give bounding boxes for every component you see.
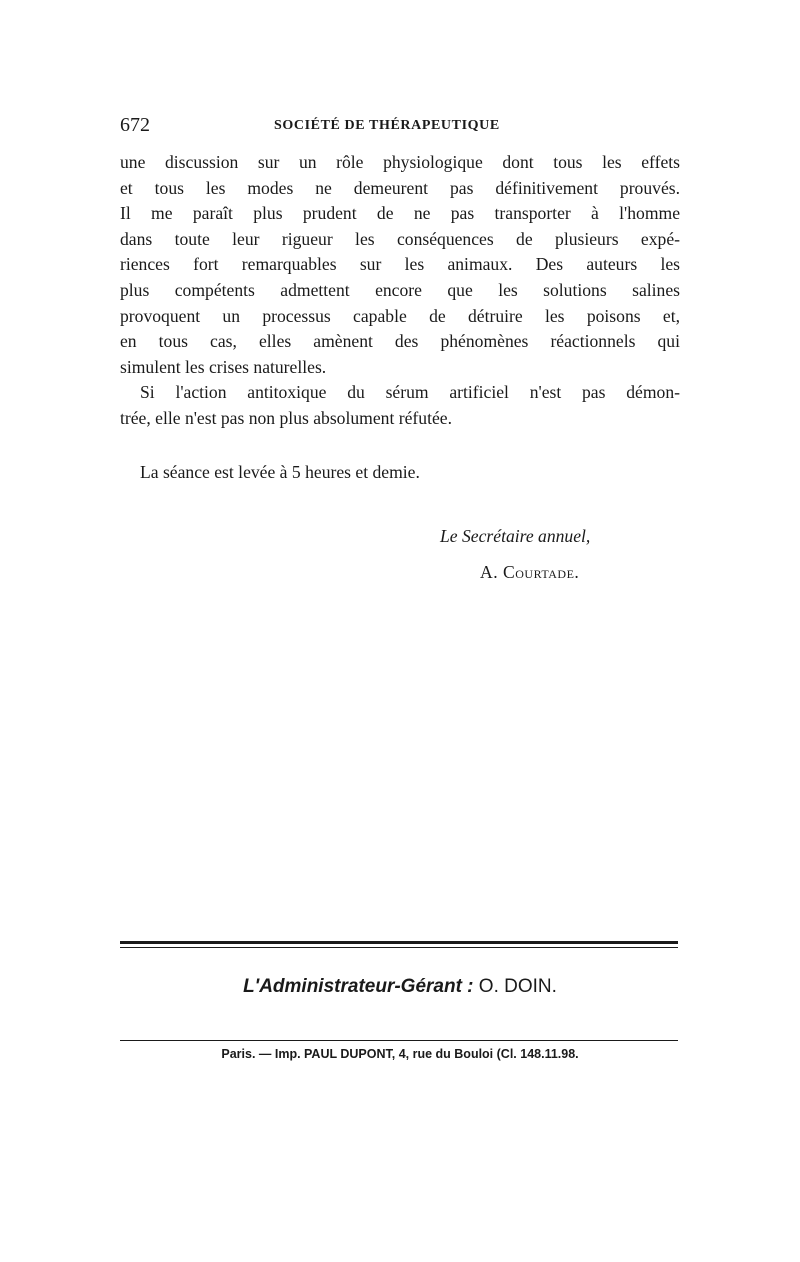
text-line: simulent les crises naturelles. [120, 356, 327, 377]
text-line: Il me paraît plus prudent de ne pas transporter à l'homme [120, 203, 680, 224]
page-number: 672 [120, 114, 150, 136]
text-line: en tous cas, elles amènent des phénomènes réactionnels qui [120, 331, 680, 352]
text-line: riences fort remarquables sur les animaux. Des auteurs les [120, 254, 680, 275]
signature-surname: Courtade. [503, 562, 580, 582]
running-title: SOCIÉTÉ DE THÉRAPEUTIQUE [274, 118, 500, 133]
footer-rule-thick [120, 941, 678, 944]
running-head [120, 114, 680, 142]
text-line: Si l'action antitoxique du sérum artificiel n'est pas démon- [140, 382, 680, 403]
administrator-name: O. DOIN. [473, 976, 557, 997]
text-line: une discussion sur un rôle physiologique dont tous les effets [120, 152, 680, 172]
imprint-rule [120, 1040, 678, 1041]
printer-imprint: Paris. — Imp. PAUL DUPONT, 4, rue du Bouloi (Cl. 148.11.98. [221, 1047, 579, 1061]
text-line: plus compétents admettent encore que les solutions salines [120, 279, 680, 300]
administrator-line [0, 976, 800, 998]
body-text [120, 150, 680, 432]
text-line: et tous les modes ne demeurent pas définitivement prouvés. [120, 177, 680, 198]
administrator-role: L'Administrateur-Gérant : [243, 976, 474, 997]
signature-initial: A. [480, 562, 504, 582]
text-line: provoquent un processus capable de détruire les poisons et, [120, 305, 680, 326]
footer-rule-thin [120, 947, 678, 948]
text-line: dans toute leur rigueur les conséquences de plusieurs expé- [120, 228, 680, 249]
signature-title: Le Secrétaire annuel, [440, 526, 591, 546]
signature-name [480, 562, 579, 583]
text-line: trée, elle n'est pas non plus absolument réfutée. [120, 407, 452, 428]
closing-sentence: La séance est levée à 5 heures et demie. [140, 462, 420, 482]
